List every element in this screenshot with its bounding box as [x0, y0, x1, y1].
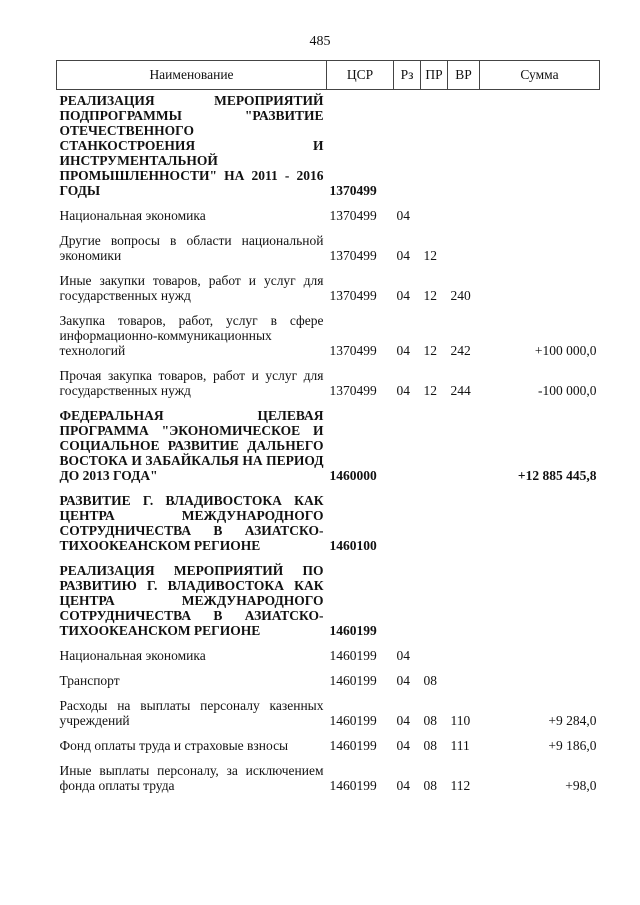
row-name: Другие вопросы в области национальной экономики — [59, 233, 324, 263]
row-name: РЕАЛИЗАЦИЯ МЕРОПРИЯТИЙ ПО РАЗВИТИЮ Г. ВЛАДИВОСТОКА КАК ЦЕНТРА МЕЖДУНАРОДНОГО СОТРУДНИЧЕСТВА В АЗИАТСКО-ТИХООКЕАНСКОМ РЕГИОНЕ — [59, 563, 324, 638]
row-rz: 04 — [396, 738, 410, 753]
row-pr: 12 — [423, 343, 437, 358]
row-vr — [448, 201, 480, 226]
row-sum: +9 186,0 — [548, 738, 597, 753]
table-row — [57, 756, 600, 796]
table-row — [57, 486, 600, 556]
row-rz: 04 — [396, 778, 410, 793]
row-pr: 08 — [423, 713, 437, 728]
row-name: РЕАЛИЗАЦИЯ МЕРОПРИЯТИЙ ПОДПРОГРАММЫ "РАЗВИТИЕ ОТЕЧЕСТВЕННОГО СТАНКОСТРОЕНИЯ И ИНСТРУМЕНТАЛЬНОЙ ПРОМЫШЛЕННОСТИ" НА 2011 - 2016 ГОДЫ — [59, 93, 324, 198]
row-rz — [394, 486, 421, 556]
row-pr — [421, 90, 448, 202]
row-name: Национальная экономика — [59, 208, 206, 223]
table-body — [57, 90, 600, 797]
row-pr: 08 — [423, 778, 437, 793]
row-sum — [480, 266, 600, 306]
row-name: Транспорт — [59, 673, 120, 688]
row-csr: 1460199 — [329, 738, 377, 753]
row-vr: 111 — [450, 738, 470, 753]
row-name: Прочая закупка товаров, работ и услуг для государственных нужд — [59, 368, 324, 398]
row-vr — [448, 226, 480, 266]
table-row — [57, 556, 600, 641]
row-csr: 1460199 — [329, 623, 377, 638]
row-vr: 240 — [450, 288, 471, 303]
row-csr: 1370499 — [329, 248, 377, 263]
row-pr: 12 — [423, 248, 437, 263]
row-rz — [394, 401, 421, 486]
row-vr — [448, 90, 480, 202]
row-csr: 1370499 — [329, 288, 377, 303]
table-header — [57, 61, 600, 90]
table-row — [57, 306, 600, 361]
row-name: Национальная экономика — [59, 648, 206, 663]
row-vr: 244 — [450, 383, 471, 398]
table-row — [57, 691, 600, 731]
row-pr — [421, 641, 448, 666]
row-sum: +98,0 — [565, 778, 597, 793]
table-row — [57, 666, 600, 691]
row-vr: 242 — [450, 343, 471, 358]
table-row — [57, 226, 600, 266]
row-pr: 08 — [423, 673, 437, 688]
table-row — [57, 401, 600, 486]
row-name: Закупка товаров, работ, услуг в сфере информационно-коммуникационных технологий — [59, 313, 324, 358]
row-vr — [448, 486, 480, 556]
row-rz: 04 — [396, 208, 410, 223]
row-csr: 1460199 — [329, 673, 377, 688]
row-sum: +9 284,0 — [548, 713, 597, 728]
row-vr — [448, 641, 480, 666]
row-pr — [421, 401, 448, 486]
row-rz: 04 — [396, 343, 410, 358]
row-sum: +12 885 445,8 — [517, 468, 597, 483]
row-rz: 04 — [396, 648, 410, 663]
row-pr: 12 — [423, 383, 437, 398]
row-rz: 04 — [396, 288, 410, 303]
row-name: Фонд оплаты труда и страховые взносы — [59, 738, 289, 753]
row-pr — [421, 201, 448, 226]
header-name: Наименование — [57, 61, 327, 90]
row-csr: 1460199 — [329, 648, 377, 663]
table-row — [57, 90, 600, 202]
row-rz — [394, 90, 421, 202]
row-rz: 04 — [396, 383, 410, 398]
row-name: Расходы на выплаты персоналу казенных учреждений — [59, 698, 324, 728]
page-number: 485 — [309, 34, 331, 49]
row-name: РАЗВИТИЕ Г. ВЛАДИВОСТОКА КАК ЦЕНТРА МЕЖДУНАРОДНОГО СОТРУДНИЧЕСТВА В АЗИАТСКО-ТИХООКЕАНСКОМ РЕГИОНЕ — [59, 493, 324, 553]
row-name: ФЕДЕРАЛЬНАЯ ЦЕЛЕВАЯ ПРОГРАММА "ЭКОНОМИЧЕСКОЕ И СОЦИАЛЬНОЕ РАЗВИТИЕ ДАЛЬНЕГО ВОСТОКА И ЗАБАЙКАЛЬЯ НА ПЕРИОД ДО 2013 ГОДА" — [59, 408, 324, 483]
row-rz: 04 — [396, 713, 410, 728]
row-sum: +100 000,0 — [534, 343, 597, 358]
row-sum: -100 000,0 — [538, 383, 597, 398]
row-sum — [480, 556, 600, 641]
row-pr: 12 — [423, 288, 437, 303]
header-csr: ЦСР — [327, 61, 394, 90]
row-pr: 08 — [423, 738, 437, 753]
row-vr: 110 — [450, 713, 471, 728]
row-rz — [394, 556, 421, 641]
row-csr: 1460199 — [329, 778, 377, 793]
header-pr: ПР — [421, 61, 448, 90]
row-csr: 1370499 — [329, 183, 377, 198]
row-sum — [480, 201, 600, 226]
row-vr: 112 — [450, 778, 471, 793]
row-pr — [421, 486, 448, 556]
budget-table — [56, 60, 600, 796]
row-vr — [448, 666, 480, 691]
header-vr: ВР — [448, 61, 480, 90]
table-row — [57, 641, 600, 666]
table-row — [57, 361, 600, 401]
table-row — [57, 266, 600, 306]
row-csr: 1460000 — [329, 468, 377, 483]
row-name: Иные закупки товаров, работ и услуг для государственных нужд — [59, 273, 324, 303]
row-sum — [480, 226, 600, 266]
row-rz: 04 — [396, 248, 410, 263]
row-pr — [421, 556, 448, 641]
row-sum — [480, 90, 600, 202]
row-sum — [480, 486, 600, 556]
header-rz: Рз — [394, 61, 421, 90]
row-vr — [448, 401, 480, 486]
row-csr: 1460199 — [329, 713, 377, 728]
row-csr: 1370499 — [329, 343, 377, 358]
table-row — [57, 201, 600, 226]
row-vr — [448, 556, 480, 641]
row-csr: 1370499 — [329, 383, 377, 398]
row-sum — [480, 641, 600, 666]
row-name: Иные выплаты персоналу, за исключением фонда оплаты труда — [59, 763, 324, 793]
row-csr: 1460100 — [329, 538, 377, 553]
row-csr: 1370499 — [329, 208, 377, 223]
row-sum — [480, 666, 600, 691]
row-rz: 04 — [396, 673, 410, 688]
header-sum: Сумма — [480, 61, 600, 90]
table-row — [57, 731, 600, 756]
